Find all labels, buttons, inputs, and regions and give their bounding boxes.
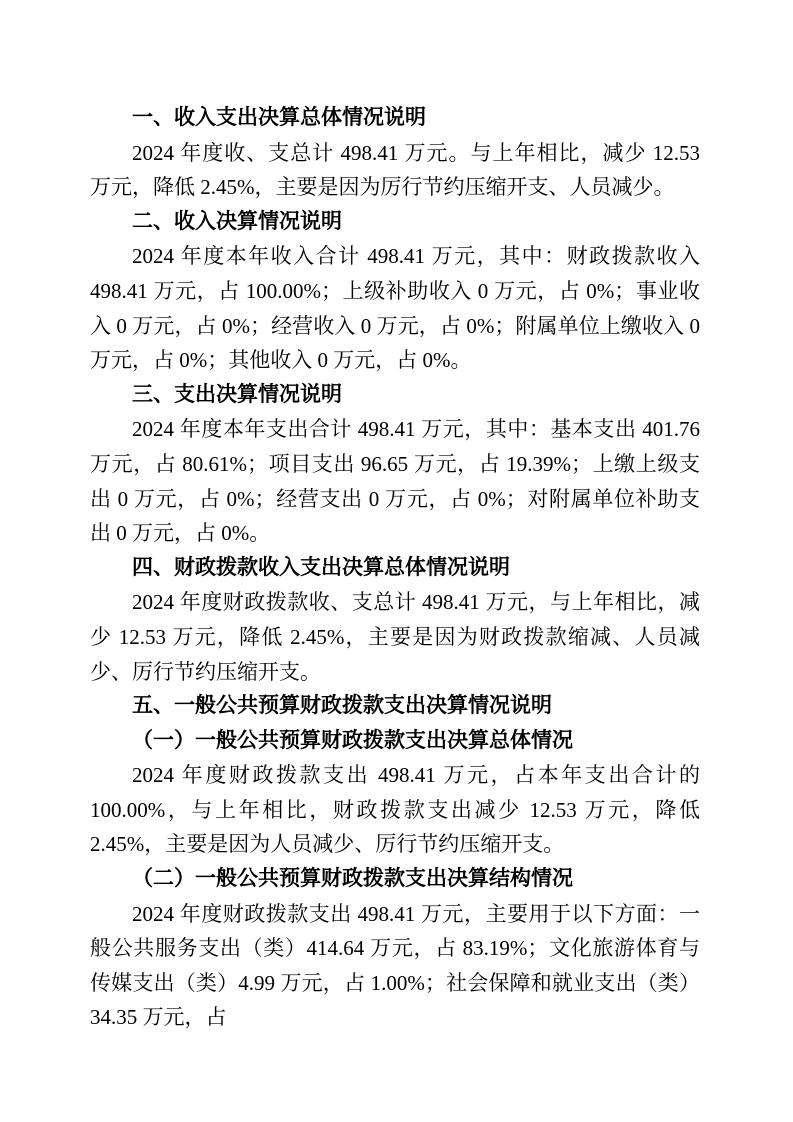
section-5-sub-1-paragraph: 2024 年度财政拨款支出 498.41 万元，占本年支出合计的 100.00%，与上年相比，财政拨款支出减少 12.53 万元，降低 2.45%，主要是因为人员减少、厉行节约压缩开支。 xyxy=(90,763,700,857)
section-4-paragraph: 2024 年度财政拨款收、支总计 498.41 万元，与上年相比，减少 12.53 万元，降低 2.45%，主要是因为财政拨款缩减、人员减少、厉行节约压缩开支。 xyxy=(90,590,700,684)
section-2-heading: 二、收入决算情况说明 xyxy=(132,209,342,233)
section-3-paragraph: 2024 年度本年支出合计 498.41 万元，其中：基本支出 401.76 万元，占 80.61%；项目支出 96.65 万元，占 19.39%；上缴上级支出 0 万元，占 0%；经营支出 0 万元，占 0%；对附属单位补助支出 0 万元，占 0%。 xyxy=(90,417,700,546)
section-5-sub-2-heading: （二）一般公共预算财政拨款支出决算结构情况 xyxy=(132,867,573,891)
section-income-expenditure-overview xyxy=(90,101,700,205)
document-body xyxy=(90,101,700,1035)
section-5-sub-1-heading: （一）一般公共预算财政拨款支出决算总体情况 xyxy=(132,728,573,752)
section-fiscal-appropriation-overview xyxy=(90,551,700,689)
section-5-sub-2-paragraph: 2024 年度财政拨款支出 498.41 万元，主要用于以下方面：一般公共服务支出（类）414.64 万元，占 83.19%；文化旅游体育与传媒支出（类）4.99 万元，占 1.00%；社会保障和就业支出（类）34.35 万元，占 xyxy=(90,901,700,1030)
section-public-budget-expenditure xyxy=(90,689,700,1035)
section-5-heading: 五、一般公共预算财政拨款支出决算情况说明 xyxy=(132,694,552,718)
section-expenditure-final-accounts xyxy=(90,378,700,551)
section-1-paragraph: 2024 年度收、支总计 498.41 万元。与上年相比，减少 12.53 万元，降低 2.45%，主要是因为厉行节约压缩开支、人员减少。 xyxy=(90,140,700,200)
section-2-paragraph: 2024 年度本年收入合计 498.41 万元，其中：财政拨款收入 498.41 万元，占 100.00%；上级补助收入 0 万元，占 0%；事业收入 0 万元，占 0%；经营收入 0 万元，占 0%；附属单位上缴收入 0 万元，占 0%；其他收入 0 万元，占 0%。 xyxy=(90,244,700,373)
section-1-heading: 一、收入支出决算总体情况说明 xyxy=(132,106,426,129)
section-3-heading: 三、支出决算情况说明 xyxy=(132,382,342,406)
section-income-final-accounts xyxy=(90,205,700,378)
section-4-heading: 四、财政拨款收入支出决算总体情况说明 xyxy=(132,555,510,579)
